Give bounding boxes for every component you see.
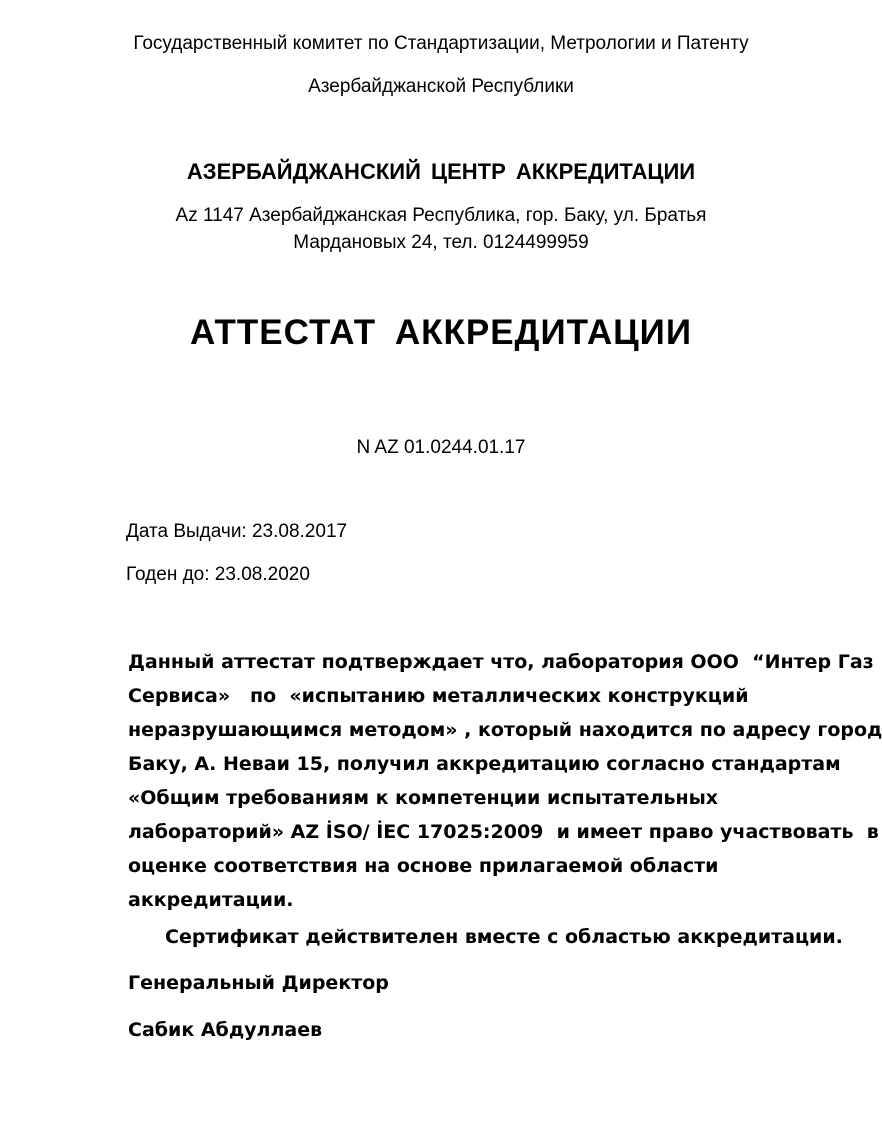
accreditation-center-name: АЗЕРБАЙДЖАНСКИЙ ЦЕНТР АККРЕДИТАЦИИ <box>186 159 696 184</box>
paragraph-line: неразрушающимся методом» , который находится по адресу город <box>128 719 882 741</box>
certificate-number: N AZ 01.0244.01.17 <box>356 437 526 458</box>
paragraph-line: Сервиса» по «испытанию металлических конструкций <box>128 685 749 707</box>
paragraph-line: лабораторий» AZ İSO/ İEC 17025:2009 и имеет право участвовать в <box>128 821 879 843</box>
address-line-1: Az 1147 Азербайджанская Республика, гор. Баку, ул. Братья <box>175 205 707 226</box>
paragraph-line: «Общим требованиям к компетенции испытательных <box>128 787 719 809</box>
valid-until-date: Годен до: 23.08.2020 <box>126 564 310 585</box>
committee-line-2: Азербайджанской Республики <box>308 76 574 97</box>
signatory-position: Генеральный Директор <box>128 972 389 994</box>
paragraph-line: аккредитации. <box>128 889 294 911</box>
address-line-2: Мардановых 24, тел. 0124499959 <box>293 232 589 253</box>
committee-line-1: Государственный комитет по Стандартизации, Метрологии и Патенту <box>133 33 749 54</box>
issue-date: Дата Выдачи: 23.08.2017 <box>126 521 348 542</box>
paragraph-line: Баку, А. Неваи 15, получил аккредитацию согласно стандартам <box>128 753 841 775</box>
certificate-title: АТТЕСТАТ АККРЕДИТАЦИИ <box>190 313 692 352</box>
paragraph-line: оценке соответствия на основе прилагаемой области <box>128 855 719 877</box>
signatory-name: Сабик Абдуллаев <box>128 1019 323 1041</box>
validity-note: Сертификат действителен вместе с областью аккредитации. <box>165 926 843 948</box>
certificate-body-paragraph <box>128 645 882 917</box>
paragraph-line: Данный аттестат подтверждает что, лаборатория ООО “Интер Газ <box>128 651 874 673</box>
